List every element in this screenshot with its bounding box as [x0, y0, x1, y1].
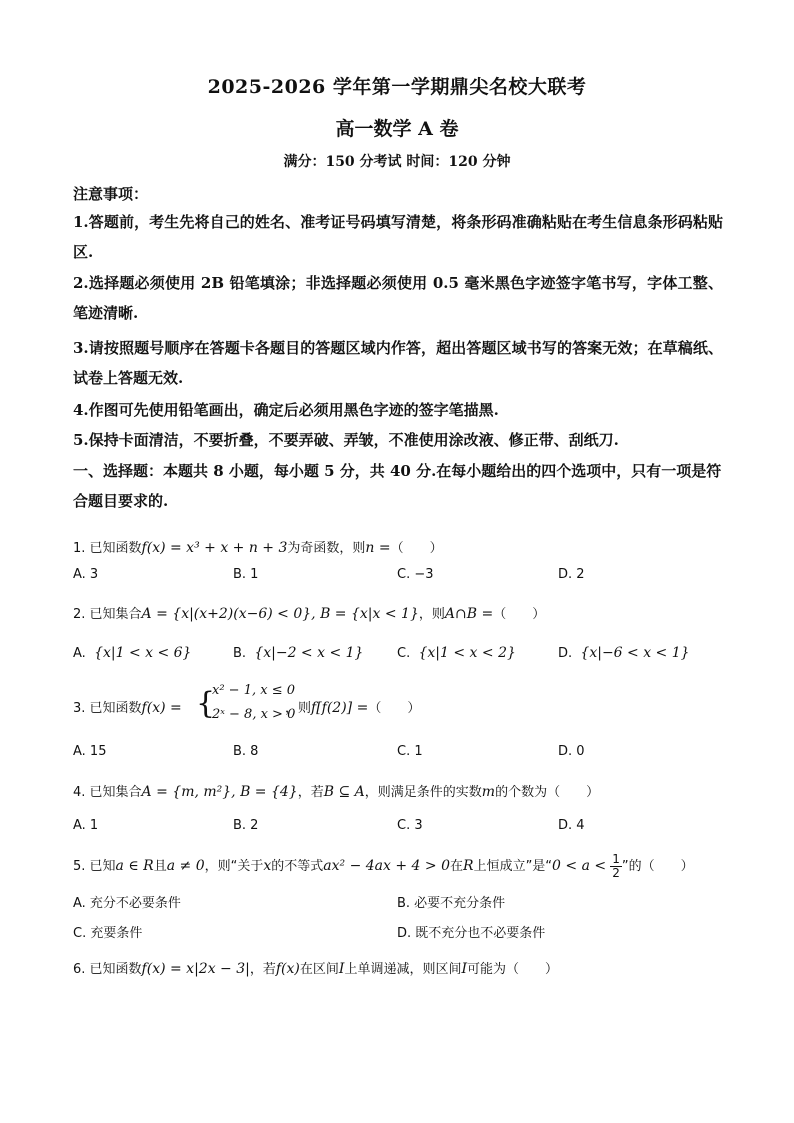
section-heading: 一、选择题：本题共 8 小题，每小题 5 分，共 40 分.在每小题给出的四个选项中，只有一项是符合题目要求的.	[73, 462, 722, 510]
q4-option-b[interactable]: B. 2	[233, 818, 259, 833]
question-3-tail: ，则f[f(2)] =（ ）	[285, 700, 421, 716]
notice-item: 2.选择题必须使用 2B 铅笔填涂；非选择题必须使用 0.5 毫米黑色字迹签字笔书写，字体工整、笔迹清晰.	[73, 274, 723, 322]
notice-item: 5.保持卡面清洁，不要折叠，不要弄破、弄皱，不准使用涂改液、修正带、刮纸刀.	[73, 431, 619, 449]
q2-expression: A = {x|(x+2)(x−6) < 0}, B = {x|x < 1}	[141, 606, 419, 622]
piecewise-brace: {	[196, 686, 216, 721]
exam-subtitle: 高一数学 A 卷	[335, 118, 459, 140]
notice-heading: 注意事项：	[73, 185, 149, 203]
q1-option-c[interactable]: C. −3	[397, 567, 434, 582]
question-4: 4. 已知集合A = {m, m²}, B = {4}，若B ⊆ A，则满足条件的实数m的个数为（ ）	[73, 784, 600, 800]
notice-item: 4.作图可先使用铅笔画出，确定后必须用黑色字迹的签字笔描黑.	[73, 401, 499, 419]
q3-option-c[interactable]: C. 1	[397, 744, 423, 759]
q4-option-c[interactable]: C. 3	[397, 818, 423, 833]
q5-option-c[interactable]: C. 充要条件	[73, 926, 143, 941]
q2-option-c[interactable]: C. {x|1 < x < 2}	[397, 645, 516, 661]
notice-item: 1.答题前，考生先将自己的姓名、准考证号码填写清楚，将条形码准确粘贴在考生信息条形码粘贴区.	[73, 213, 723, 261]
q5-option-b[interactable]: B. 必要不充分条件	[397, 896, 506, 911]
question-2: 2. 已知集合A = {x|(x+2)(x−6) < 0}, B = {x|x < 1}，则A∩B =（ ）	[73, 606, 546, 622]
fraction: $\frac{1}{2}$	[612, 852, 620, 880]
q3-option-a[interactable]: A. 15	[73, 744, 107, 759]
q5-option-d[interactable]: D. 既不充分也不必要条件	[397, 926, 546, 941]
exam-title: 2025-2026 学年第一学期鼎尖名校大联考	[207, 76, 587, 98]
q1-option-a[interactable]: A. 3	[73, 567, 99, 582]
q4-option-a[interactable]: A. 1	[73, 818, 99, 833]
question-1: 1. 已知函数f(x) = x³ + x + n + 3为奇函数，则n =（ ）	[73, 540, 443, 556]
q3-piece-1: x² − 1, x ≤ 0	[212, 683, 295, 698]
question-6: 6. 已知函数f(x) = x|2x − 3|，若f(x)在区间I上单调递减，则区间I可能为（ ）	[73, 961, 558, 977]
q5-option-a[interactable]: A. 充分不必要条件	[73, 896, 181, 911]
q1-option-d[interactable]: D. 2	[558, 567, 585, 582]
q3-piece-2: 2ˣ − 8, x > 0	[212, 707, 296, 722]
notice-item: 3.请按照题号顺序在答题卡各题目的答题区域内作答，超出答题区域书写的答案无效；在草稿纸、试卷上答题无效.	[73, 339, 723, 387]
question-5: 5. 已知a ∈ R且a ≠ 0，则“关于x的不等式ax² − 4ax + 4 > 0在R上恒成立”是“0 < a < $\frac{1}{2}$ ”的（ ）	[73, 852, 694, 880]
q2-option-a[interactable]: A. {x|1 < x < 6}	[73, 645, 192, 661]
q2-option-d[interactable]: D. {x|−6 < x < 1}	[558, 645, 690, 661]
q1-expression: f(x) = x³ + x + n + 3	[141, 540, 288, 556]
q4-option-d[interactable]: D. 4	[558, 818, 585, 833]
q3-option-d[interactable]: D. 0	[558, 744, 585, 759]
exam-meta: 满分：150 分考试 时间：120 分钟	[283, 154, 511, 170]
question-3: 3. 已知函数f(x) =	[73, 700, 182, 716]
q1-option-b[interactable]: B. 1	[233, 567, 259, 582]
q4-expression: A = {m, m²}, B = {4}	[141, 784, 298, 800]
q3-option-b[interactable]: B. 8	[233, 744, 259, 759]
q2-option-b[interactable]: B. {x|−2 < x < 1}	[233, 645, 364, 661]
